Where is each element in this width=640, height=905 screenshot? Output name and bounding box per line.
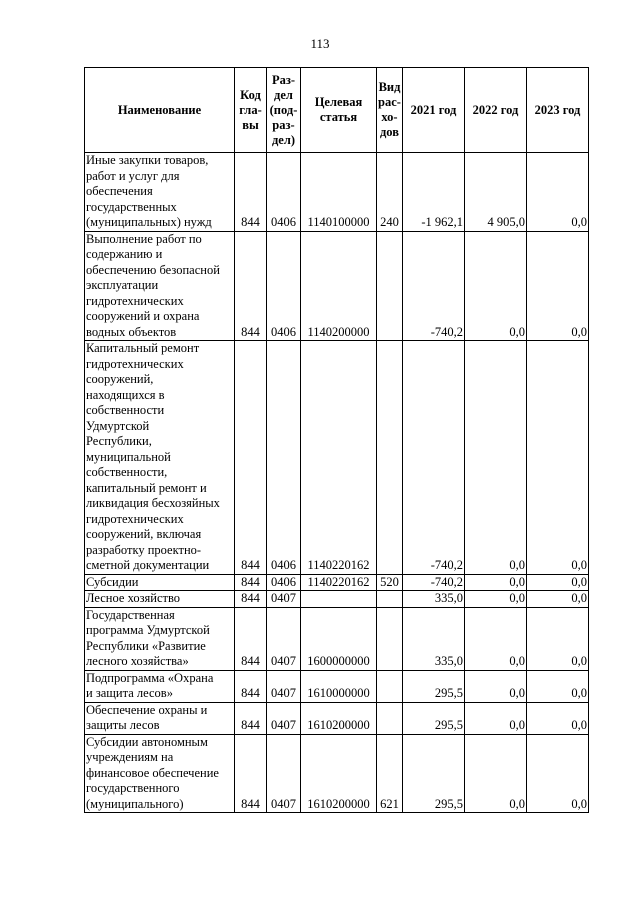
header-2023: 2023 год <box>527 68 589 153</box>
cell-2023: 0,0 <box>527 341 589 575</box>
cell-target: 1610000000 <box>301 670 377 702</box>
cell-code: 844 <box>235 574 267 591</box>
cell-code: 844 <box>235 607 267 670</box>
cell-code: 844 <box>235 153 267 232</box>
table-body <box>85 153 589 813</box>
cell-section: 0407 <box>267 670 301 702</box>
table-row <box>85 153 589 232</box>
cell-expense <box>377 231 403 341</box>
cell-name: Лесное хозяйство <box>85 591 235 608</box>
cell-section: 0406 <box>267 231 301 341</box>
cell-2022: 0,0 <box>465 607 527 670</box>
cell-section: 0407 <box>267 591 301 608</box>
cell-2022: 4 905,0 <box>465 153 527 232</box>
cell-2021: 295,5 <box>403 702 465 734</box>
cell-expense: 621 <box>377 734 403 813</box>
cell-code: 844 <box>235 231 267 341</box>
cell-name: Субсидии автономным учреждениям на финансовое обеспечение государственного (муниципального) <box>85 734 235 813</box>
cell-2021: 295,5 <box>403 734 465 813</box>
cell-expense <box>377 591 403 608</box>
cell-target: 1610200000 <box>301 702 377 734</box>
cell-2023: 0,0 <box>527 702 589 734</box>
cell-name: Выполнение работ по содержанию и обеспечению безопасной эксплуатации гидротехнических сооружений и охрана водных объектов <box>85 231 235 341</box>
cell-expense <box>377 670 403 702</box>
header-section: Раз- дел (под- раз- дел) <box>267 68 301 153</box>
cell-2022: 0,0 <box>465 702 527 734</box>
cell-2023: 0,0 <box>527 153 589 232</box>
table-row <box>85 231 589 341</box>
cell-2022: 0,0 <box>465 574 527 591</box>
cell-name: Подпрограмма «Охрана и защита лесов» <box>85 670 235 702</box>
cell-target: 1140220162 <box>301 341 377 575</box>
cell-2021: 335,0 <box>403 607 465 670</box>
cell-code: 844 <box>235 670 267 702</box>
header-code: Код гла- вы <box>235 68 267 153</box>
cell-expense <box>377 702 403 734</box>
cell-name: Капитальный ремонт гидротехнических сооружений, находящихся в собственности Удмуртской Республики, муниципальной собственности, капитальный ремонт и ликвидация бесхозяйных гидротехнических сооружений, включая разработку проектно- сметной документации <box>85 341 235 575</box>
cell-target: 1610200000 <box>301 734 377 813</box>
cell-section: 0407 <box>267 734 301 813</box>
header-2021: 2021 год <box>403 68 465 153</box>
cell-section: 0407 <box>267 702 301 734</box>
cell-name: Государственная программа Удмуртской Республики «Развитие лесного хозяйства» <box>85 607 235 670</box>
cell-2021: -740,2 <box>403 341 465 575</box>
cell-section: 0406 <box>267 341 301 575</box>
cell-target: 1140220162 <box>301 574 377 591</box>
cell-2022: 0,0 <box>465 734 527 813</box>
cell-2023: 0,0 <box>527 734 589 813</box>
budget-table <box>84 67 589 813</box>
cell-name: Иные закупки товаров, работ и услуг для обеспечения государственных (муниципальных) нужд <box>85 153 235 232</box>
cell-section: 0406 <box>267 153 301 232</box>
table-row <box>85 607 589 670</box>
table-row <box>85 591 589 608</box>
header-2022: 2022 год <box>465 68 527 153</box>
cell-2022: 0,0 <box>465 341 527 575</box>
cell-2021: -1 962,1 <box>403 153 465 232</box>
cell-2021: -740,2 <box>403 574 465 591</box>
cell-2021: 335,0 <box>403 591 465 608</box>
cell-code: 844 <box>235 734 267 813</box>
cell-2023: 0,0 <box>527 607 589 670</box>
cell-name: Обеспечение охраны и защиты лесов <box>85 702 235 734</box>
header-expense: Вид рас- хо- дов <box>377 68 403 153</box>
cell-section: 0406 <box>267 574 301 591</box>
cell-expense: 240 <box>377 153 403 232</box>
cell-expense <box>377 341 403 575</box>
cell-2022: 0,0 <box>465 591 527 608</box>
cell-target: 1140100000 <box>301 153 377 232</box>
cell-code: 844 <box>235 591 267 608</box>
cell-target: 1140200000 <box>301 231 377 341</box>
cell-target <box>301 591 377 608</box>
header-name: Наименование <box>85 68 235 153</box>
table-row <box>85 734 589 813</box>
table-row <box>85 670 589 702</box>
cell-code: 844 <box>235 341 267 575</box>
cell-2023: 0,0 <box>527 574 589 591</box>
cell-code: 844 <box>235 702 267 734</box>
cell-2023: 0,0 <box>527 670 589 702</box>
table-header <box>85 68 589 153</box>
table-row <box>85 574 589 591</box>
cell-section: 0407 <box>267 607 301 670</box>
page-number: 113 <box>310 36 330 51</box>
cell-name: Субсидии <box>85 574 235 591</box>
cell-target: 1600000000 <box>301 607 377 670</box>
cell-expense <box>377 607 403 670</box>
cell-2023: 0,0 <box>527 591 589 608</box>
cell-2022: 0,0 <box>465 670 527 702</box>
table-row <box>85 702 589 734</box>
cell-2021: -740,2 <box>403 231 465 341</box>
cell-2023: 0,0 <box>527 231 589 341</box>
cell-expense: 520 <box>377 574 403 591</box>
cell-2021: 295,5 <box>403 670 465 702</box>
table-row <box>85 341 589 575</box>
cell-2022: 0,0 <box>465 231 527 341</box>
header-target: Целевая статья <box>301 68 377 153</box>
